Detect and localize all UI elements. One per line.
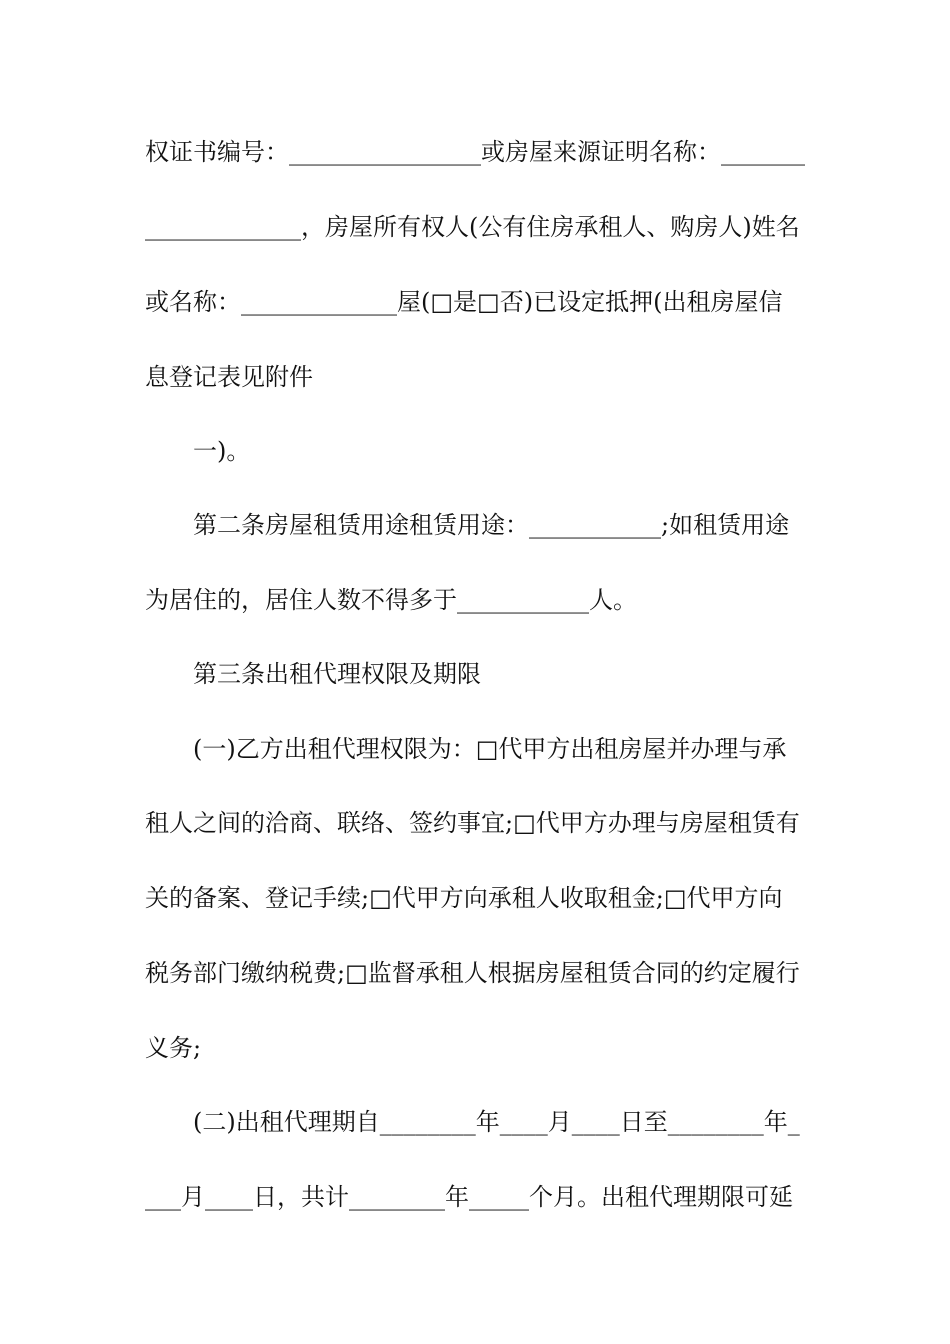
text-line-9: (一)乙方出租代理权限为：□代甲方出租房屋并办理与承 [193, 735, 787, 763]
text-line-5: 一)。 [193, 437, 251, 465]
text-line-4: 息登记表见附件 [145, 363, 313, 391]
text-line-10: 租人之间的洽商、联络、签约事宜;□代甲方办理与房屋租赁有 [145, 809, 800, 837]
text-line-11: 关的备案、登记手续;□代甲方向承租人收取租金;□代甲方向 [145, 884, 783, 912]
text-line-1: 权证书编号：________________或房屋来源证明名称：_______ [145, 138, 805, 166]
text-line-14: (二)出租代理期自________年____月____日至________年_ [193, 1108, 800, 1136]
text-line-8: 第三条出租代理权限及期限 [193, 660, 481, 688]
text-line-12: 税务部门缴纳税费;□监督承租人根据房屋租赁合同的约定履行 [145, 959, 800, 987]
text-line-7: 为居住的，居住人数不得多于___________人。 [145, 586, 637, 614]
text-line-15: ___月____日，共计________年_____个月。出租代理期限可延 [145, 1183, 793, 1211]
text-line-3: 或名称：_____________屋(□是□否)已设定抵押(出租房屋信 [145, 288, 783, 316]
text-line-13: 义务; [145, 1034, 202, 1062]
text-line-6: 第二条房屋租赁用途租赁用途：___________;如租赁用途 [193, 511, 790, 539]
text-line-2: _____________，房屋所有权人(公有住房承租人、购房人)姓名 [145, 213, 800, 241]
